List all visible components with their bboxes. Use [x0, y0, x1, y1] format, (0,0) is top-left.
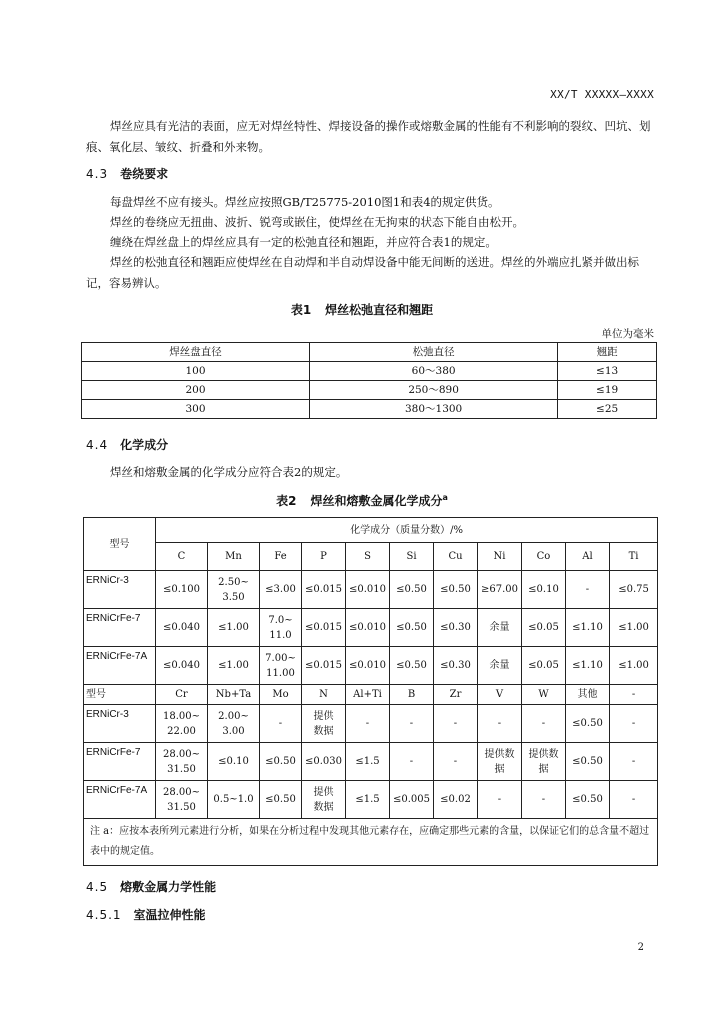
table-cell: -	[522, 705, 566, 743]
table2-note: 注 a：应按本表所列元素进行分析，如果在分析过程中发现其他元素存在，应确定那些元素的含量，以保证它们的总含量不超过表中的规定值。	[84, 819, 658, 866]
table-cell: 100	[82, 362, 310, 381]
table-cell: 提供数 据	[522, 743, 566, 781]
element-header-cell: Ni	[478, 543, 522, 571]
table-row	[84, 571, 658, 609]
table-cell: ≤0.50	[390, 571, 434, 609]
model-cell: ERNiCrFe-7A	[84, 781, 156, 819]
table-row	[84, 781, 658, 819]
element-header-cell: Mn	[208, 543, 260, 571]
table-cell: ≤0.75	[610, 571, 658, 609]
table1-unit: 单位为毫米	[601, 328, 654, 340]
table-cell: ≤0.05	[522, 647, 566, 685]
table-row	[82, 400, 657, 419]
element-header-cell: Si	[390, 543, 434, 571]
table-cell: ≤1.5	[346, 743, 390, 781]
element-header-cell: Co	[522, 543, 566, 571]
model-cell: ERNiCrFe-7	[84, 743, 156, 781]
intro-paragraph: 焊丝应具有光洁的表面，应无对焊丝特性、焊接设备的操作或熔敷金属的性能有不利影响的裂纹、凹坑、划痕、氧化层、皱纹、折叠和外来物。	[86, 119, 651, 154]
section-4-3-paragraph-1: 每盘焊丝不应有接头。焊丝应按照GB/T25775-2010图1和表4的规定供货。	[110, 195, 500, 209]
section-4-4-heading	[86, 436, 168, 453]
table-cell: 200	[82, 381, 310, 400]
table-row	[84, 609, 658, 647]
page-number: 2	[637, 942, 644, 953]
table-cell: ≤3.00	[260, 571, 302, 609]
table-cell: 300	[82, 400, 310, 419]
composition-group-header: 化学成分（质量分数）/%	[156, 518, 658, 543]
table-cell: ≤0.50	[260, 781, 302, 819]
section-number: 4.5.1	[86, 908, 122, 922]
table-row	[82, 362, 657, 381]
table-cell: ≤0.010	[346, 647, 390, 685]
table-cell: ≤0.040	[156, 609, 208, 647]
table2-chemical-composition	[83, 517, 658, 866]
table-cell: ≤0.50	[390, 647, 434, 685]
table-cell: 28.00~ 31.50	[156, 781, 208, 819]
section-title: 卷绕要求	[120, 167, 169, 181]
table2-group-header-row	[84, 518, 658, 543]
table-cell: -	[434, 705, 478, 743]
table-cell: ≤1.5	[346, 781, 390, 819]
element-header-cell: P	[302, 543, 346, 571]
section-4-3-paragraph-2: 焊丝的卷绕应无扭曲、波折、锐弯或嵌住，使焊丝在无拘束的状态下能自由松开。	[110, 215, 524, 229]
table2-elements-row-1	[84, 543, 658, 571]
table-cell: ≤1.10	[566, 609, 610, 647]
table-cell: ≤1.00	[208, 609, 260, 647]
element-header-cell: B	[390, 685, 434, 705]
table-cell: -	[260, 705, 302, 743]
table-cell: ≤0.015	[302, 647, 346, 685]
section-4-5-heading	[86, 878, 216, 895]
table-cell: -	[566, 571, 610, 609]
table-cell: -	[610, 743, 658, 781]
element-header-cell: Al	[566, 543, 610, 571]
table-cell: ≤0.50	[566, 781, 610, 819]
element-header-cell: Ti	[610, 543, 658, 571]
table-row	[84, 647, 658, 685]
table-cell: 提供 数据	[302, 705, 346, 743]
table-cell: ≤0.50	[434, 571, 478, 609]
table-header-row	[82, 343, 657, 362]
table-cell: ≤0.30	[434, 647, 478, 685]
table-cell: ≤0.010	[346, 609, 390, 647]
table-cell: ≤0.005	[390, 781, 434, 819]
table-cell: -	[346, 705, 390, 743]
table-cell: ≤0.50	[566, 743, 610, 781]
table-cell: ≤0.50	[260, 743, 302, 781]
section-4-4-paragraph: 焊丝和熔敷金属的化学成分应符合表2的规定。	[110, 465, 348, 479]
table-cell: 60～380	[309, 362, 557, 381]
table-cell: -	[390, 743, 434, 781]
table-row	[84, 705, 658, 743]
table-cell: -	[478, 781, 522, 819]
element-header-cell: V	[478, 685, 522, 705]
model-cell: ERNiCrFe-7	[84, 609, 156, 647]
table-cell: 7.0~ 11.0	[260, 609, 302, 647]
table-cell: 2.50~ 3.50	[208, 571, 260, 609]
model-header-cell: 型号	[84, 518, 156, 571]
table2-caption-footnote-marker: a	[442, 493, 448, 502]
table1-caption	[0, 301, 724, 318]
element-header-cell: Nb+Ta	[208, 685, 260, 705]
table-cell: -	[478, 705, 522, 743]
table-cell: 提供数 据	[478, 743, 522, 781]
table-cell: ≤0.010	[346, 571, 390, 609]
table-cell: 余量	[478, 647, 522, 685]
header-cell: 焊丝盘直径	[82, 343, 310, 362]
element-header-cell: -	[610, 685, 658, 705]
table-cell: 18.00~ 22.00	[156, 705, 208, 743]
model-cell: ERNiCr-3	[84, 705, 156, 743]
table-cell: ≤0.030	[302, 743, 346, 781]
section-title: 室温拉伸性能	[133, 908, 206, 922]
table-row	[82, 381, 657, 400]
table-cell: ≤1.00	[610, 647, 658, 685]
section-4-3-paragraph-4: 焊丝的松弛直径和翘距应使焊丝在自动焊和半自动焊设备中能无间断的送进。焊丝的外端应扎紧并做出标记，容易辨认。	[86, 255, 639, 290]
model-cell: ERNiCr-3	[84, 571, 156, 609]
table2-elements-row-2	[84, 685, 658, 705]
table-cell: 余量	[478, 609, 522, 647]
element-header-cell: Cu	[434, 543, 478, 571]
header-cell: 翘距	[558, 343, 657, 362]
element-header-cell: S	[346, 543, 390, 571]
element-header-cell: Zr	[434, 685, 478, 705]
section-number: 4.4	[86, 438, 109, 452]
element-header-cell: Al+Ti	[346, 685, 390, 705]
section-title: 熔敷金属力学性能	[120, 880, 217, 894]
table-cell: ≤13	[558, 362, 657, 381]
header-cell: 松弛直径	[309, 343, 557, 362]
table-cell: ≥67.00	[478, 571, 522, 609]
table-cell: ≤25	[558, 400, 657, 419]
table2-note-row	[84, 819, 658, 866]
table-cell: ≤0.040	[156, 647, 208, 685]
table2-caption-number: 表2	[276, 494, 297, 508]
table-cell: ≤0.50	[566, 705, 610, 743]
table-row	[84, 743, 658, 781]
table-cell: ≤1.10	[566, 647, 610, 685]
document-code-header: XX/T XXXXX—XXXX	[550, 88, 654, 101]
table-cell: ≤0.100	[156, 571, 208, 609]
table-cell: 7.00~ 11.00	[260, 647, 302, 685]
table1-coil-dimensions	[81, 342, 657, 419]
model-header-cell: 型号	[84, 685, 156, 705]
table-cell: -	[390, 705, 434, 743]
table-cell: 2.00~ 3.00	[208, 705, 260, 743]
element-header-cell: Fe	[260, 543, 302, 571]
table-cell: ≤0.10	[208, 743, 260, 781]
table-cell: ≤0.015	[302, 571, 346, 609]
table-cell: 0.5~1.0	[208, 781, 260, 819]
section-number: 4.5	[86, 880, 109, 894]
table-cell: 380～1300	[309, 400, 557, 419]
table-cell: ≤19	[558, 381, 657, 400]
element-header-cell: N	[302, 685, 346, 705]
table1-caption-number: 表1	[290, 303, 312, 317]
table-cell: -	[522, 781, 566, 819]
element-header-cell: W	[522, 685, 566, 705]
table1-caption-title: 焊丝松弛直径和翘距	[325, 303, 434, 317]
section-number: 4.3	[86, 167, 109, 181]
table-cell: 28.00~ 31.50	[156, 743, 208, 781]
table-cell: ≤0.30	[434, 609, 478, 647]
table-cell: ≤1.00	[610, 609, 658, 647]
table-cell: ≤0.50	[390, 609, 434, 647]
table2-caption-title: 焊丝和熔敷金属化学成分	[310, 494, 443, 508]
section-4-3-heading	[86, 165, 168, 182]
table-cell: 提供 数据	[302, 781, 346, 819]
element-header-cell: Mo	[260, 685, 302, 705]
table-cell: ≤1.00	[208, 647, 260, 685]
table2-caption	[0, 492, 724, 509]
section-4-3-paragraph-3: 缠绕在焊丝盘上的焊丝应具有一定的松弛直径和翘距，并应符合表1的规定。	[110, 235, 497, 249]
table-cell: 250～890	[309, 381, 557, 400]
element-header-cell: C	[156, 543, 208, 571]
section-title: 化学成分	[120, 438, 169, 452]
table-cell: ≤0.02	[434, 781, 478, 819]
table-cell: -	[610, 705, 658, 743]
model-cell: ERNiCrFe-7A	[84, 647, 156, 685]
element-header-cell: 其他	[566, 685, 610, 705]
table-cell: ≤0.05	[522, 609, 566, 647]
table-cell: -	[610, 781, 658, 819]
element-header-cell: Cr	[156, 685, 208, 705]
table-cell: -	[434, 743, 478, 781]
table-cell: ≤0.10	[522, 571, 566, 609]
table-cell: ≤0.015	[302, 609, 346, 647]
section-4-5-1-heading	[86, 906, 206, 923]
